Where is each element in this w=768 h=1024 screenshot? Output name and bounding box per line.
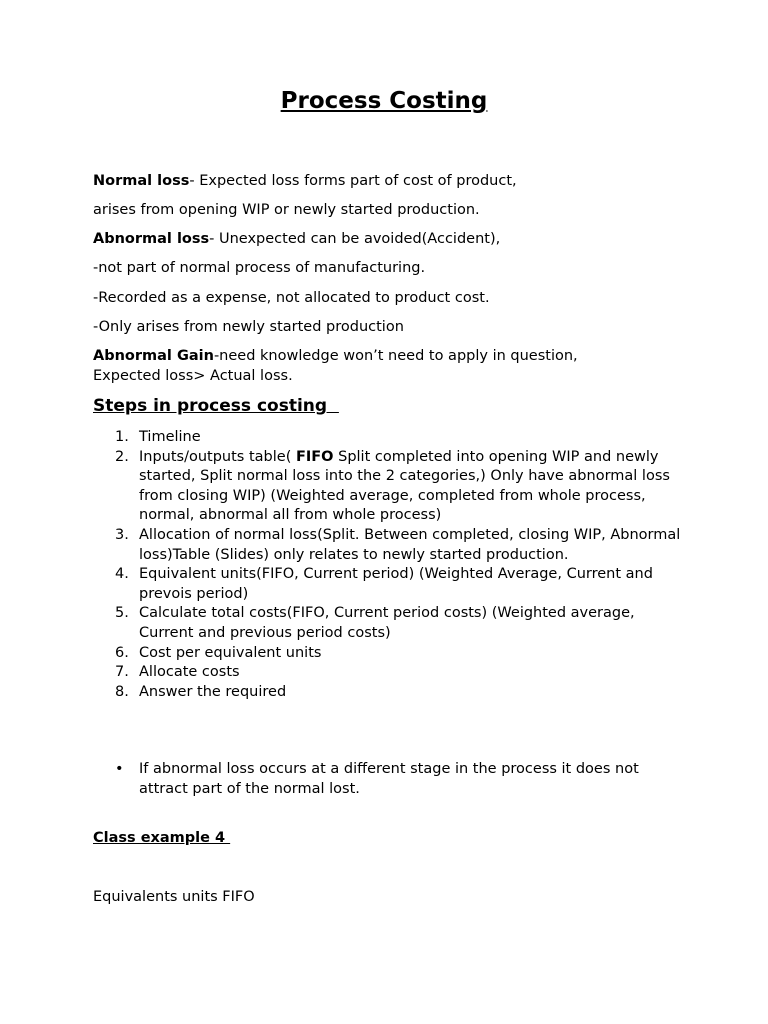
step-number: 7. [115, 664, 129, 681]
abnormal-loss-line-2: -not part of normal process of manufacturing. [93, 260, 426, 276]
abnormal-gain-text: -need knowledge won’t need to apply in question, Expected loss> Actual loss. [93, 348, 578, 384]
step-text: Allocate costs [139, 664, 240, 681]
normal-loss-text: - Expected loss forms part of cost of product, [189, 173, 517, 189]
steps-list [93, 428, 683, 702]
abnormal-gain-paragraph [93, 346, 623, 386]
abnormal-gain-term: Abnormal Gain [93, 348, 214, 364]
list-item [93, 663, 683, 683]
normal-loss-line-2: arises from opening WIP or newly started production. [93, 202, 480, 218]
list-item [93, 604, 683, 643]
step-number: 4. [115, 566, 129, 583]
step-number: 2. [115, 448, 129, 465]
normal-loss-line [93, 171, 693, 191]
step-number: 6. [115, 644, 129, 661]
step-text: Timeline [139, 429, 201, 445]
step-text: Allocation of normal loss(Split. Between completed, closing WIP, Abnormal loss)Table (Slides) only relates to newly started production. [139, 526, 681, 563]
normal-loss-term: Normal loss [93, 173, 190, 189]
step-text: Calculate total costs(FIFO, Current period costs) (Weighted average, Current and previous period costs) [139, 605, 635, 641]
steps-heading: Steps in process costing [93, 396, 339, 416]
page-title: Process Costing [280, 88, 488, 114]
equivalents-line: Equivalents units FIFO [93, 889, 255, 905]
step-text: Cost per equivalent units [139, 644, 322, 661]
list-item [93, 644, 683, 664]
list-item [93, 683, 683, 703]
abnormal-loss-term: Abnormal loss [93, 231, 210, 247]
step-number: 1. [115, 429, 129, 445]
class-example-heading: Class example 4 [93, 830, 231, 846]
step-number: 8. [115, 683, 129, 700]
bullet-icon: • [115, 761, 124, 777]
bullet-note-text: If abnormal loss occurs at a different stage in the process it does not attract part of the normal lost. [139, 761, 639, 797]
list-item [93, 526, 683, 565]
list-item [93, 565, 683, 604]
abnormal-loss-line-3: -Recorded as a expense, not allocated to product cost. [93, 290, 490, 306]
step-text-pre: Inputs/outputs table( [139, 448, 296, 465]
step-number: 5. [115, 605, 129, 622]
step-text-post: Split completed into opening WIP and newly started, Split normal loss into the 2 categories,) Only have abnormal loss from closing WIP) (Weighted average, completed from whole process, normal, abnormal all from whole process) [139, 448, 670, 524]
abnormal-loss-line [93, 229, 693, 249]
list-item [93, 428, 683, 448]
step-text: Answer the required [139, 683, 287, 700]
list-item [93, 448, 683, 526]
step-number: 3. [115, 526, 129, 543]
step-text: Equivalent units(FIFO, Current period) (Weighted Average, Current and prevois period) [139, 566, 653, 602]
abnormal-loss-text: - Unexpected can be avoided(Accident), [209, 231, 501, 247]
bullet-note [93, 760, 683, 799]
step-text-bold: FIFO [295, 448, 334, 465]
abnormal-loss-line-4: -Only arises from newly started production [93, 319, 404, 335]
